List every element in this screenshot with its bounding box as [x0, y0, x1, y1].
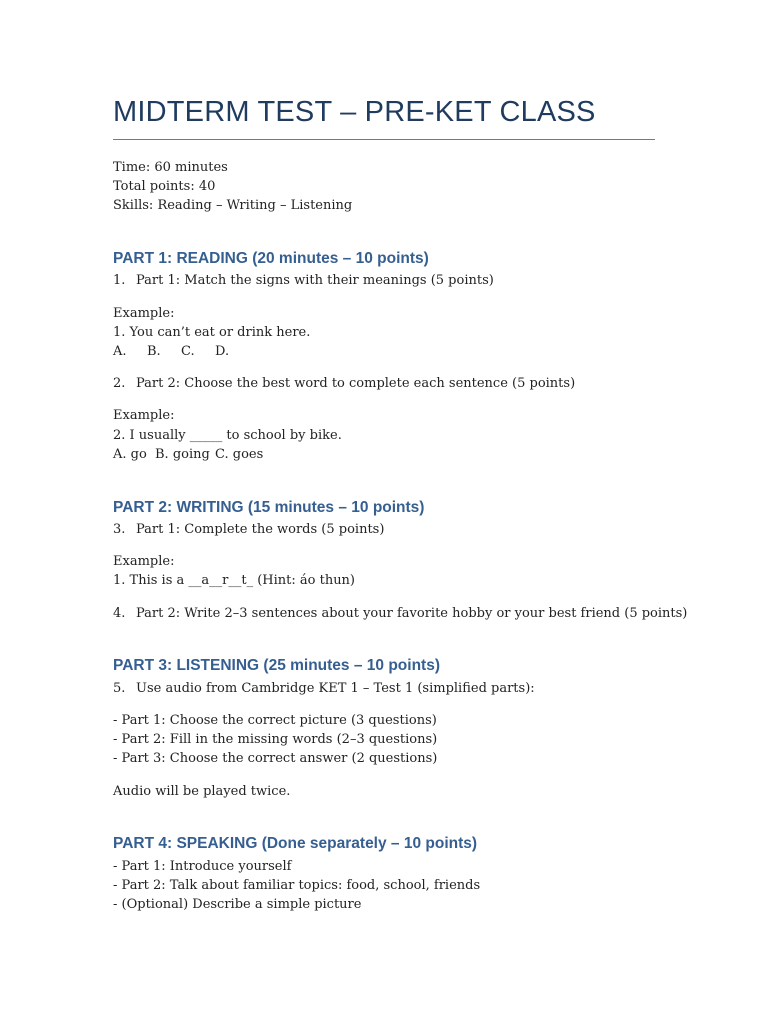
part1-example2-options	[113, 446, 263, 464]
title-underline	[113, 139, 655, 140]
option-a: A.	[113, 344, 127, 359]
part1-example1-label: Example:	[113, 306, 175, 321]
part1-item-2	[113, 375, 575, 393]
item-number: 4.	[113, 606, 126, 621]
part3-heading: PART 3: LISTENING (25 minutes – 10 points)	[113, 657, 440, 674]
part4-bullet-2: - Part 2: Talk about familiar topics: food, school, friends	[113, 878, 481, 893]
item-text: Use audio from Cambridge KET 1 – Test 1 (simplified parts):	[136, 681, 535, 696]
part1-item-1	[113, 272, 494, 290]
part1-example1-options	[113, 343, 229, 361]
part1-example2-label: Example:	[113, 408, 175, 423]
part3-bullet-2: - Part 2: Fill in the missing words (2–3 questions)	[113, 732, 438, 747]
part2-item-4	[113, 605, 687, 623]
info-skills: Skills: Reading – Writing – Listening	[113, 198, 353, 213]
option-d: D.	[215, 344, 230, 359]
option-a: A. go	[113, 447, 147, 462]
item-text: Part 2: Write 2–3 sentences about your favorite hobby or your best friend (5 points)	[136, 606, 688, 621]
info-points: Total points: 40	[113, 179, 216, 194]
part1-example2-line: 2. I usually _____ to school by bike.	[113, 428, 342, 443]
part2-item-3	[113, 521, 384, 539]
item-number: 1.	[113, 273, 126, 288]
part3-bullet-3: - Part 3: Choose the correct answer (2 questions)	[113, 751, 438, 766]
option-b: B. going	[155, 447, 210, 462]
document-title: MIDTERM TEST – PRE-KET CLASS	[113, 96, 596, 128]
part3-note: Audio will be played twice.	[113, 784, 291, 799]
option-c: C. goes	[215, 447, 264, 462]
item-text: Part 1: Match the signs with their meanings (5 points)	[136, 273, 494, 288]
item-number: 5.	[113, 681, 126, 696]
part3-item-5	[113, 680, 535, 698]
part4-bullet-3: - (Optional) Describe a simple picture	[113, 897, 362, 912]
part4-heading: PART 4: SPEAKING (Done separately – 10 points)	[113, 835, 478, 852]
option-b: B.	[147, 344, 161, 359]
option-c: C.	[181, 344, 195, 359]
part2-example-label: Example:	[113, 554, 175, 569]
part3-bullet-1: - Part 1: Choose the correct picture (3 questions)	[113, 713, 437, 728]
part1-heading: PART 1: READING (20 minutes – 10 points)	[113, 250, 429, 267]
item-text: Part 2: Choose the best word to complete each sentence (5 points)	[136, 376, 576, 391]
part1-example1-line: 1. You can’t eat or drink here.	[113, 325, 311, 340]
item-number: 2.	[113, 376, 126, 391]
item-text: Part 1: Complete the words (5 points)	[136, 522, 385, 537]
item-number: 3.	[113, 522, 126, 537]
part4-bullet-1: - Part 1: Introduce yourself	[113, 859, 292, 874]
part2-heading: PART 2: WRITING (15 minutes – 10 points)	[113, 499, 425, 516]
info-time: Time: 60 minutes	[113, 160, 228, 175]
part2-example-line: 1. This is a __a__r__t_ (Hint: áo thun)	[113, 573, 356, 588]
